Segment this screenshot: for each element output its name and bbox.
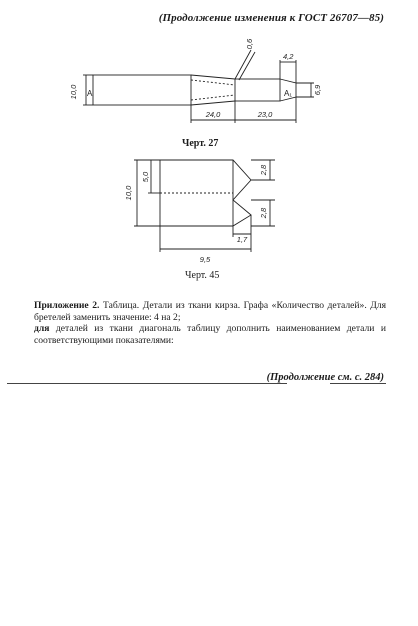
fig45-dim-notch-bottom: 2,8 [259, 207, 268, 219]
figure-27-caption: Черт. 27 [182, 138, 219, 149]
para1-bold: Приложение 2. [34, 300, 100, 311]
continuation-note: (Продолжение см. с. 284) [266, 372, 384, 383]
para1-rest: Таблица. Детали из ткани кирза. Графа «Количество деталей». Для бретелей заменить значение: 4 на 2; [34, 300, 386, 323]
fig45-dim-width: 9,5 [199, 255, 211, 264]
fig45-dim-upper: 5,0 [141, 171, 150, 183]
figure-45-caption: Черт. 45 [185, 270, 220, 281]
fig27-dim-height: 10,0 [69, 84, 78, 100]
fig45-dim-notch-top: 2,8 [259, 164, 268, 176]
fig27-dim-right-len: 23,0 [257, 110, 273, 119]
figure-27-drawing [83, 50, 314, 123]
fig27-body-left [93, 75, 191, 105]
fig45-dim-height: 10,0 [124, 185, 133, 201]
fig27-body-right [235, 79, 280, 101]
fig27-dim-gap: 0,6 [245, 38, 254, 50]
fig27-dim-small: 4,2 [283, 52, 294, 61]
figure-45-drawing [134, 160, 275, 252]
fig45-dim-depth: 1,7 [236, 235, 248, 244]
body-text [34, 300, 386, 346]
page-header: (Продолжение изменения к ГОСТ 26707—85) [158, 12, 384, 24]
fig27-label-a: А [87, 89, 93, 98]
fig27-taper-top [191, 75, 235, 79]
para2-bold: для [34, 323, 50, 334]
para2-rest: деталей из ткани диагональ таблицу дополнить наименованием детали и соответствующими показателями: [34, 323, 386, 346]
fig27-dim-left-len: 24,0 [205, 110, 221, 119]
paragraph-1 [34, 300, 386, 323]
divider-line-right [330, 383, 386, 384]
paragraph-2 [34, 323, 386, 346]
fig27-taper-bottom [191, 101, 235, 105]
fig27-dim-tip: 6,9 [313, 84, 322, 96]
fig27-hidden-line [191, 80, 235, 85]
fig27-label-a1: А₁ [284, 89, 293, 98]
divider-line-left [7, 383, 287, 384]
